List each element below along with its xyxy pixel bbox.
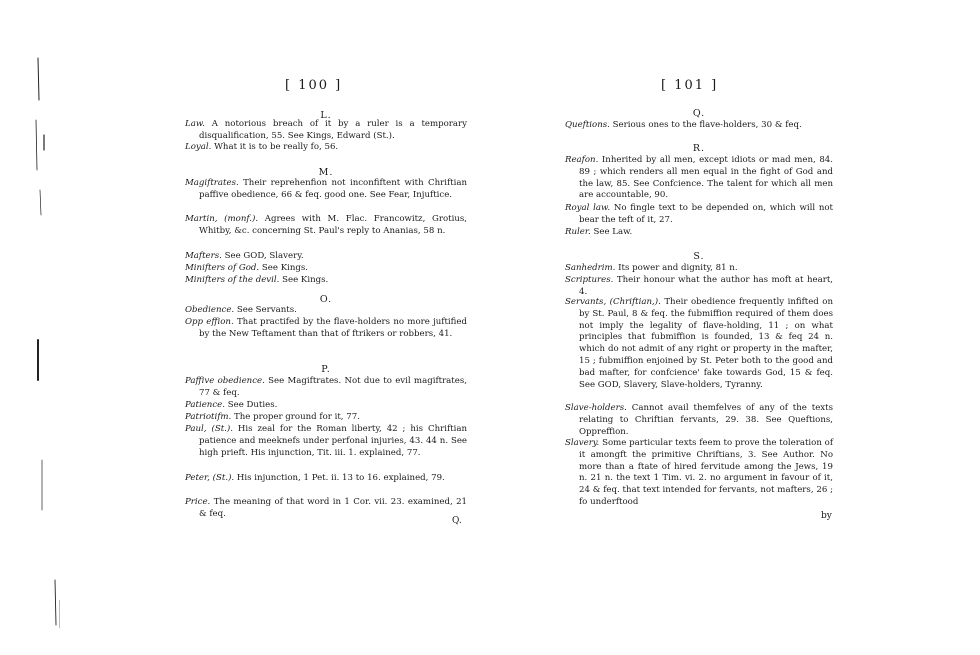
entry-text: See GOD, Slavery. [224, 251, 304, 261]
entry-text: That practifed by the flave-holders no more juftified by the New Teftament than that of ftrikers or robbers, 41. [199, 317, 467, 339]
entry-text: See Law. [593, 227, 633, 237]
entry-head: Patriotifm. [185, 412, 232, 422]
entry-text: See Duties. [227, 400, 278, 410]
entry-text: His injunction, 1 Pet. ii. 13 to 16. explained, 79. [236, 473, 445, 483]
entry-text: Agrees with M. Flac. Francowitz, Grotius, Whitby, &c. concerning St. Paul's reply to Ananias, 58 n. [199, 214, 467, 236]
entry-head: Queftions. [565, 120, 610, 130]
entry-text: Their honour what the author has moft at heart, 4. [579, 275, 834, 297]
index-entry [185, 400, 467, 412]
index-entry [185, 424, 467, 459]
index-entry [185, 305, 467, 317]
entry-head: Slave-holders. [565, 403, 627, 413]
entry-head: Minifters of the devil. [185, 275, 280, 285]
entry-text: Serious ones to the flave-holders, 30 & feq. [612, 120, 802, 130]
index-entry [565, 297, 833, 391]
index-entry [565, 227, 833, 239]
index-entry [185, 142, 467, 154]
entry-head: Reafon. [565, 155, 599, 165]
entry-text: Their reprehenfion not inconfiftent with Chriftian paffive obedience, 66 & feq. good one. See Fear, Injuftice. [199, 178, 467, 200]
index-entry [185, 263, 467, 275]
entry-head: Law. [185, 119, 205, 129]
section-letter: M. [318, 167, 334, 178]
entry-head: Scriptures. [565, 275, 614, 285]
entry-text: Its power and dignity, 81 n. [618, 263, 738, 273]
entry-text: Some particular texts feem to prove the toleration of it amongft the primitive Chriftians, 3. See Author. No more than a ftate of hired fervitude among the Jews, 19 n. 21 n. the text 1 Tim. vi. 2. no argument in favour of it, 24 & feq. that text intended for fervants, not mafters, 26 ; fo underftood [579, 438, 834, 507]
page-number: [ 101 ] [661, 78, 719, 93]
entry-text: A notorious breach of it by a ruler is a temporary disqualification, 55. See Kings, Edward (St.). [199, 119, 468, 141]
entry-head: Paul, (St.). [185, 424, 233, 434]
index-entry [185, 376, 467, 400]
entry-text: See Magiftrates. Not due to evil magiftrates, 77 & feq. [199, 376, 467, 398]
index-entry [565, 203, 833, 227]
index-entry [185, 178, 467, 202]
index-entry [185, 473, 467, 485]
entry-text: See Servants. [236, 305, 297, 315]
entry-head: Servants, (Chriftian,). [565, 297, 661, 307]
entry-head: Ruler. [565, 227, 591, 237]
entry-text: Cannot avail themfelves of any of the texts relating to Chriftian fervants, 29. 38. See Queftions, Oppreffion. [579, 403, 833, 437]
index-entry [185, 317, 467, 341]
entry-head: Martin, (monf.). [185, 214, 259, 224]
index-entry [565, 155, 833, 202]
entry-head: Price. [185, 497, 211, 507]
entry-head: Paffive obedience. [185, 376, 265, 386]
catchword: Q. [452, 516, 462, 526]
entry-head: Royal law. [565, 203, 611, 213]
section-letter: P. [321, 364, 331, 375]
index-entry [185, 275, 467, 287]
entry-text: Inherited by all men, except idiots or mad men, 84. 89 ; which renders all men equal in the fight of God and the law, 85. See Confcience. The talent for which all men are accountable, 90. [579, 155, 833, 201]
index-entry [185, 251, 467, 263]
index-entry [565, 120, 833, 132]
section-letter: R. [692, 143, 706, 154]
index-entry [185, 214, 467, 238]
entry-head: Sanhedrim. [565, 263, 616, 273]
index-entry [565, 275, 833, 299]
entry-text: His zeal for the Roman liberty, 42 ; his Chriftian patience and meeknefs under perfonal injuries, 43. 44 n. See high prieft. His injunction, Tit. iii. 1. explained, 77. [199, 424, 468, 458]
page-number: [ 100 ] [285, 78, 343, 93]
entry-text: See Kings. [282, 275, 329, 285]
entry-head: Opp effion. [185, 317, 234, 327]
index-entry [565, 403, 833, 438]
entry-head: Patience. [185, 400, 225, 410]
index-entry [185, 412, 467, 424]
entry-head: Magiftrates. [185, 178, 239, 188]
entry-text: What it is to be really fo, 56. [214, 142, 339, 152]
section-letter: Q. [692, 108, 706, 119]
entry-head: Peter, (St.). [185, 473, 235, 483]
entry-text: See Kings. [261, 263, 309, 273]
section-letter: O. [319, 294, 333, 305]
entry-text: The proper ground for it, 77. [234, 412, 360, 422]
entry-head: Obedience. [185, 305, 235, 315]
entry-text: Their obedience frequently infifted on by St. Paul, 8 & feq. the fubmiffion required of them does not imply the legality of flave-holding, 11 ; on what principles that fubmiffion is founded, 13 & feq 24 n. which do not admit of any right or property in the mafter, 15 ; fubmiffion enjoined by St. Peter both to the good and bad mafter, for confcience' fake towards God, 15 & feq. See GOD, Slavery, Slave-holders, Tyranny. [579, 297, 833, 390]
scanned-binding-edge [0, 40, 60, 630]
index-entry [565, 263, 833, 275]
entry-head: Loyal. [185, 142, 212, 152]
entry-head: Slavery. [565, 438, 600, 448]
index-entry [565, 438, 833, 509]
index-entry [185, 119, 467, 143]
entry-head: Mafters. [185, 251, 222, 261]
index-entry [185, 497, 467, 521]
section-letter: L. [320, 110, 332, 121]
entry-text: The meaning of that word in 1 Cor. vii. 23. examined, 21 & feq. [199, 497, 468, 519]
catchword: by [821, 511, 832, 521]
entry-text: No fingle text to be depended on, which will not bear the teft of it, 27. [579, 203, 834, 225]
section-letter: S. [693, 251, 705, 262]
entry-head: Minifters of God. [185, 263, 260, 273]
